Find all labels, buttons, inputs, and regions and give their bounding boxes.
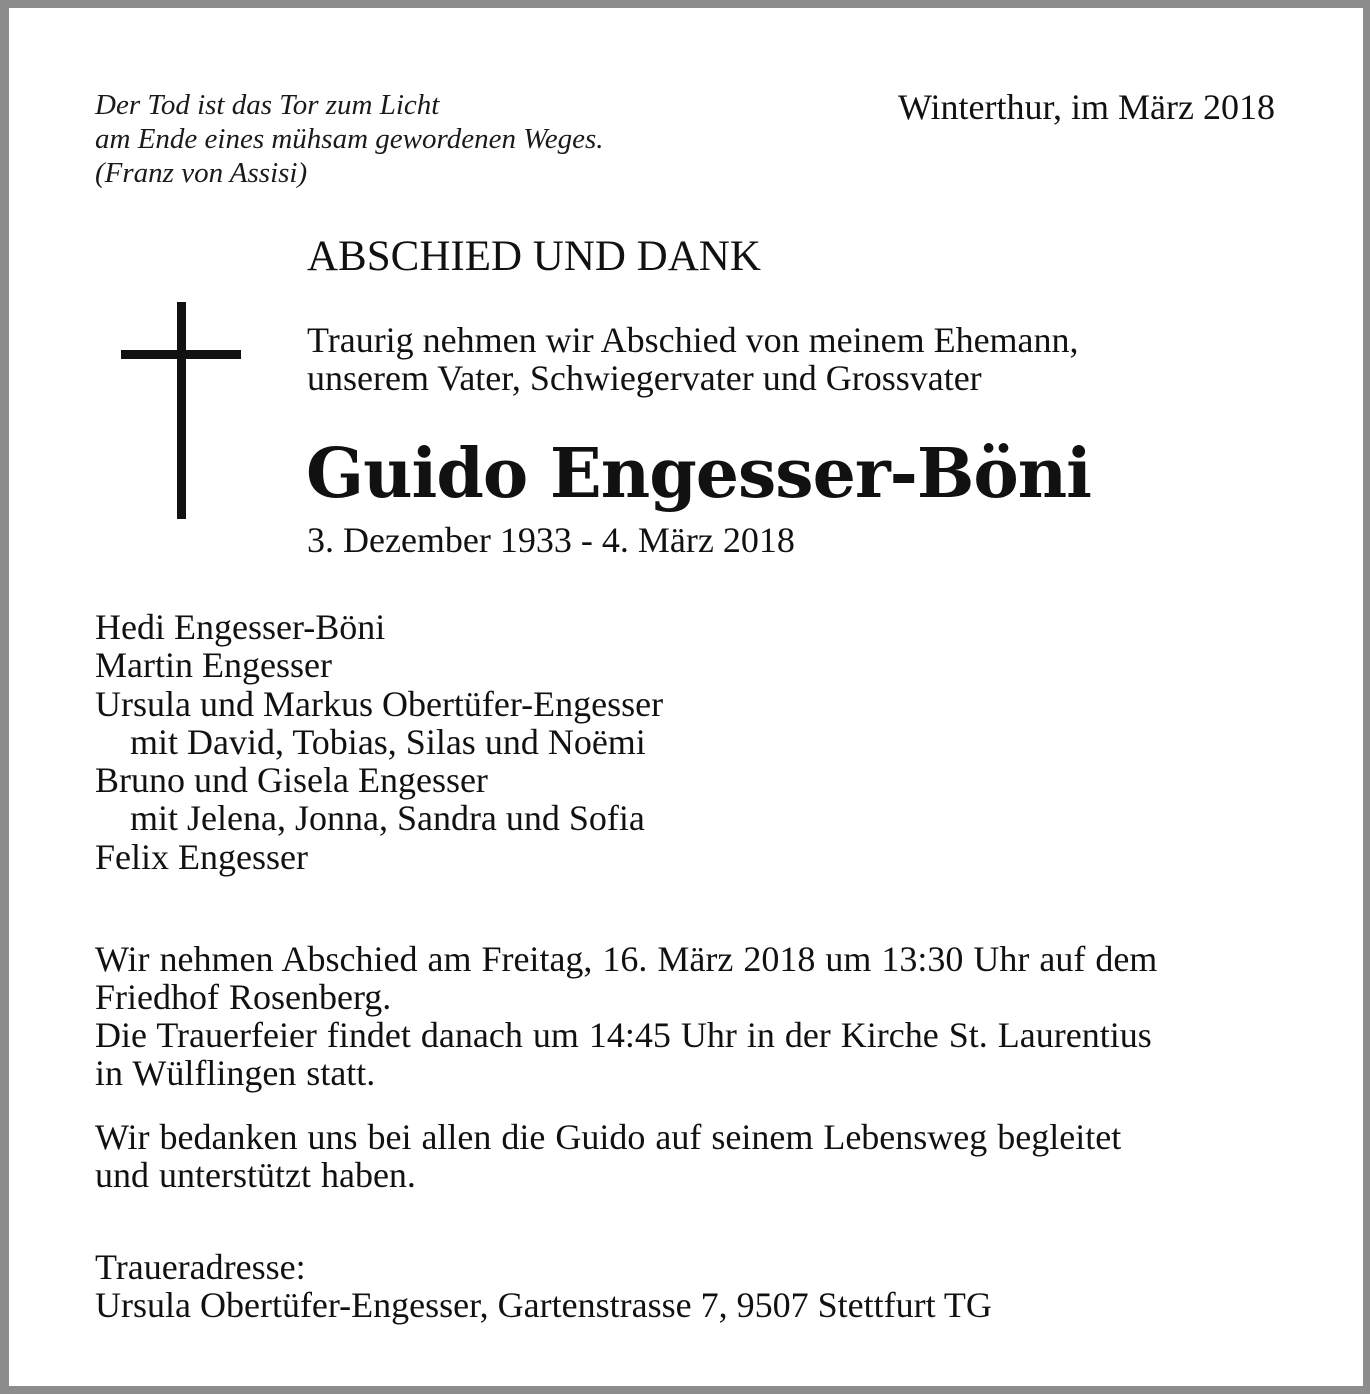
cross-vertical-bar <box>177 302 186 519</box>
address-value: Ursula Obertüfer-Engesser, Gartenstrasse 7, 9507 Stettfurt TG <box>95 1285 992 1325</box>
obituary-notice <box>9 8 1363 1386</box>
family-children: mit David, Tobias, Silas und Noëmi <box>130 721 646 762</box>
motto-line: Der Tod ist das Tor zum Licht <box>95 89 440 121</box>
mourning-address <box>95 1248 992 1324</box>
intro-line: Traurig nehmen wir Abschied von meinem Ehemann, <box>307 320 1079 360</box>
intro-text <box>307 321 1079 397</box>
deceased-name: Guido Engesser-Böni <box>306 434 1091 514</box>
cross-icon <box>121 302 241 519</box>
family-children: mit Jelena, Jonna, Sandra und Sofia <box>130 798 645 839</box>
thanks-line: und unterstützt haben. <box>95 1155 416 1195</box>
life-dates: 3. Dezember 1933 - 4. März 2018 <box>307 520 795 560</box>
family-member: Martin Engesser <box>95 645 332 686</box>
farewell-paragraph <box>95 940 1277 1092</box>
family-member: Hedi Engesser-Böni <box>95 607 386 647</box>
farewell-line: Wir nehmen Abschied am Freitag, 16. März 2018 um 13:30 Uhr auf dem <box>95 939 1158 979</box>
motto-line: am Ende eines mühsam gewordenen Weges. <box>95 123 604 155</box>
motto-quote <box>95 88 603 190</box>
farewell-line: in Wülflingen statt. <box>95 1053 376 1093</box>
farewell-line: Friedhof Rosenberg. <box>95 977 392 1017</box>
cross-horizontal-bar <box>121 350 241 359</box>
family-list <box>95 608 663 876</box>
family-member: Bruno und Gisela Engesser <box>95 760 488 801</box>
family-member: Ursula und Markus Obertüfer-Engesser <box>95 683 664 724</box>
family-member: Felix Engesser <box>95 836 308 877</box>
farewell-line: Die Trauerfeier findet danach um 14:45 Uhr in der Kirche St. Laurentius <box>95 1015 1152 1055</box>
motto-attribution: (Franz von Assisi) <box>95 157 308 189</box>
notice-heading: ABSCHIED UND DANK <box>307 233 761 280</box>
thanks-line: Wir bedanken uns bei allen die Guido auf seinem Lebensweg begleitet <box>95 1117 1122 1157</box>
thanks-paragraph <box>95 1118 1277 1194</box>
intro-line: unserem Vater, Schwiegervater und Grossvater <box>307 358 982 398</box>
address-label: Traueradresse: <box>95 1247 306 1287</box>
place-and-date: Winterthur, im März 2018 <box>897 87 1275 127</box>
